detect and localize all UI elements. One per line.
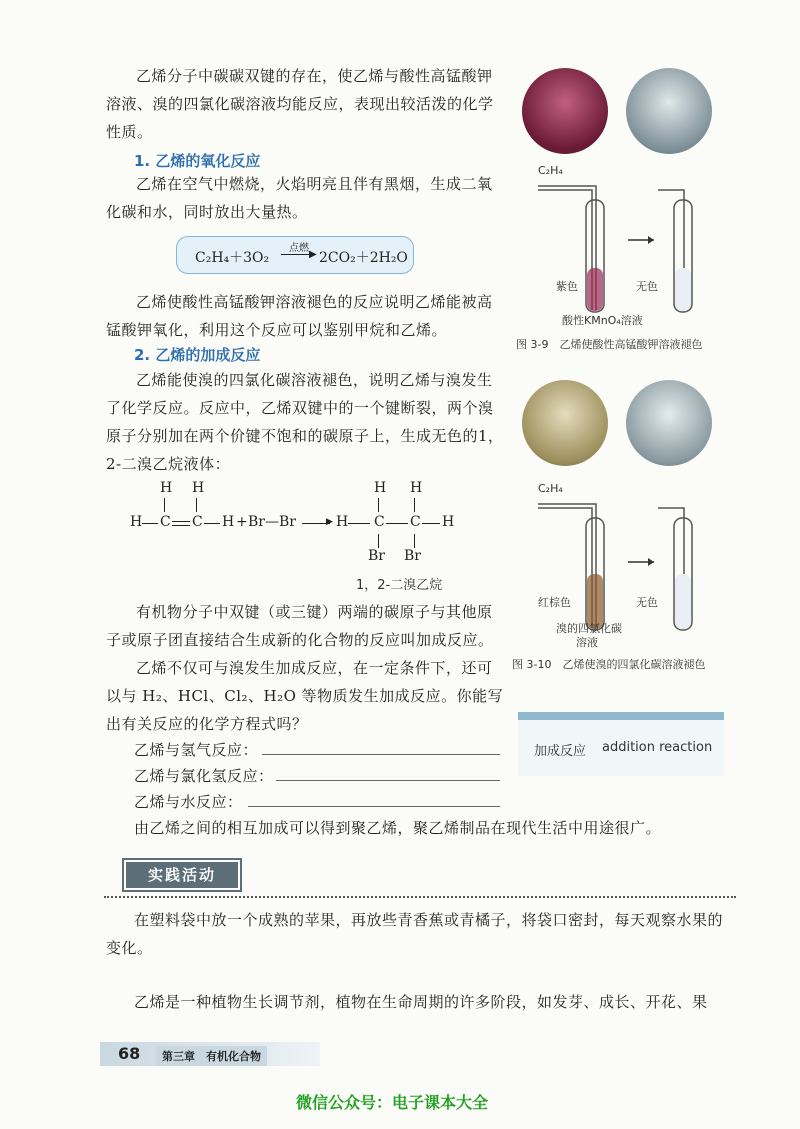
product-name: 1，2-二溴乙烷 xyxy=(356,578,443,593)
equation-reactants: C₂H₄＋3O₂ xyxy=(195,250,270,266)
figure1-caption: 图 3-9 乙烯使酸性高锰酸钾溶液褪色 xyxy=(516,338,703,351)
section2-paragraph2: 有机物分子中双键（或三键）两端的碳原子与其他原子或原子团直接结合生成新的化合物的反应叫加成反应。 xyxy=(106,603,494,649)
figure2-photo-brown xyxy=(522,380,608,466)
figure1-left-color: 紫色 xyxy=(556,280,578,293)
bond xyxy=(164,498,165,512)
practice-title: 实践活动 xyxy=(124,860,240,890)
product-br-1: Br xyxy=(368,548,385,564)
section2-paragraph3: 乙烯不仅可与溴发生加成反应，在一定条件下，还可以与 H₂、HCl、Cl₂、H₂O 等物质发生加成反应。你能写出有关反应的化学方程式吗？ xyxy=(106,659,504,733)
figure2-right-color: 无色 xyxy=(636,596,658,609)
fill-water-label: 乙烯与水反应： xyxy=(134,793,243,811)
fill-hcl-line[interactable] xyxy=(276,780,500,781)
figure2-solution-line2: 溶液 xyxy=(576,636,598,649)
bond xyxy=(142,523,158,524)
equation-condition: 点燃 xyxy=(289,243,309,254)
practice-divider xyxy=(104,896,736,898)
figure1-right-color: 无色 xyxy=(636,280,658,293)
plus-sign: + xyxy=(236,514,248,530)
figure2-left-color: 红棕色 xyxy=(538,596,571,609)
bond xyxy=(378,534,379,548)
product-h-right: H xyxy=(442,514,455,530)
bond xyxy=(204,523,220,524)
double-bond xyxy=(172,521,190,526)
bond xyxy=(414,534,415,548)
bond xyxy=(414,498,415,512)
equation-products: 2CO₂＋2H₂O xyxy=(319,250,408,266)
bond xyxy=(348,523,370,524)
figure1-photo-clear xyxy=(626,68,712,154)
figure1-solution: 酸性KMnO₄溶液 xyxy=(562,314,643,327)
chapter-label: 第三章 有机化合物 xyxy=(156,1046,267,1066)
practice-paragraph1: 在塑料袋中放一个成熟的苹果，再放些青香蕉或青橘子，将袋口密封，每天观察水果的变化。 xyxy=(106,911,724,957)
figure2-photo-clear xyxy=(626,380,712,466)
practice-paragraph2: 乙烯是一种植物生长调节剂，植物在生命周期的许多阶段，如发芽、成长、开花、果 xyxy=(134,993,708,1011)
figure1-apparatus xyxy=(520,160,720,330)
glossary-term: 加成反应 xyxy=(534,744,587,759)
combustion-equation-box xyxy=(176,236,414,274)
ethylene-h-top-right: H xyxy=(192,480,205,496)
glossary-english: addition reaction xyxy=(602,740,713,755)
figure2-photos xyxy=(522,380,722,470)
ethylene-carbon-2: C xyxy=(192,514,203,530)
figure1-photo-purple xyxy=(522,68,608,154)
intro-paragraph: 乙烯分子中碳碳双键的存在，使乙烯与酸性高锰酸钾溶液、溴的四氯化碳溶液均能反应，表现出较活泼的化学性质。 xyxy=(106,67,494,141)
fill-hcl-label: 乙烯与氯化氢反应： xyxy=(134,767,274,785)
product-carbon-2: C xyxy=(410,514,421,530)
product-h-left: H xyxy=(336,514,349,530)
ethylene-h-left: H xyxy=(130,514,143,530)
product-h-top-2: H xyxy=(410,480,423,496)
figure2-gas-label: C₂H₄ xyxy=(538,482,563,495)
arrow-head: ▶ xyxy=(309,249,317,260)
bromine-molecule: Br—Br xyxy=(248,514,296,530)
addition-reaction-structure xyxy=(130,480,510,600)
ethylene-h-top-left: H xyxy=(160,480,173,496)
fill-hydrogen-label: 乙烯与氢气反应： xyxy=(134,741,259,759)
section1-paragraph2: 乙烯使酸性高锰酸钾溶液褪色的反应说明乙烯能被高锰酸钾氧化，利用这个反应可以鉴别甲烷和乙烯。 xyxy=(106,293,493,339)
figure1-photos xyxy=(522,68,722,158)
fill-water-line[interactable] xyxy=(248,806,500,807)
section1-heading: 1. 乙烯的氧化反应 xyxy=(134,152,261,170)
section2-paragraph1: 乙烯能使溴的四氯化碳溶液褪色，说明乙烯与溴发生了化学反应。反应中，乙烯双键中的一个键断裂，两个溴原子分别加在两个价键不饱和的碳原子上，生成无色的1，2-二溴乙烷液体： xyxy=(106,371,504,473)
ethylene-h-right: H xyxy=(222,514,235,530)
ethylene-carbon-1: C xyxy=(160,514,171,530)
bond xyxy=(378,498,379,512)
product-carbon-1: C xyxy=(374,514,385,530)
product-br-2: Br xyxy=(404,548,421,564)
bond xyxy=(386,523,408,524)
arrow-head: ▶ xyxy=(326,517,333,527)
section2-heading: 2. 乙烯的加成反应 xyxy=(134,346,261,364)
product-h-top-1: H xyxy=(374,480,387,496)
glossary-box xyxy=(518,712,724,776)
figure2-solution-line1: 溴的四氯化碳 xyxy=(556,622,622,635)
bond xyxy=(422,523,440,524)
bond xyxy=(196,498,197,512)
figure1-gas-label: C₂H₄ xyxy=(538,164,563,177)
page-number: 68 xyxy=(118,1044,141,1063)
fill-hydrogen-line[interactable] xyxy=(262,754,500,755)
watermark-text: 微信公众号：电子课本大全 xyxy=(296,1093,489,1112)
figure2-caption: 图 3-10 乙烯使溴的四氯化碳溶液褪色 xyxy=(512,658,706,671)
section2-paragraph4: 由乙烯之间的相互加成可以得到聚乙烯，聚乙烯制品在现代生活中用途很广。 xyxy=(134,819,662,837)
section1-paragraph1: 乙烯在空气中燃烧，火焰明亮且伴有黑烟，生成二氧化碳和水，同时放出大量热。 xyxy=(106,175,493,221)
